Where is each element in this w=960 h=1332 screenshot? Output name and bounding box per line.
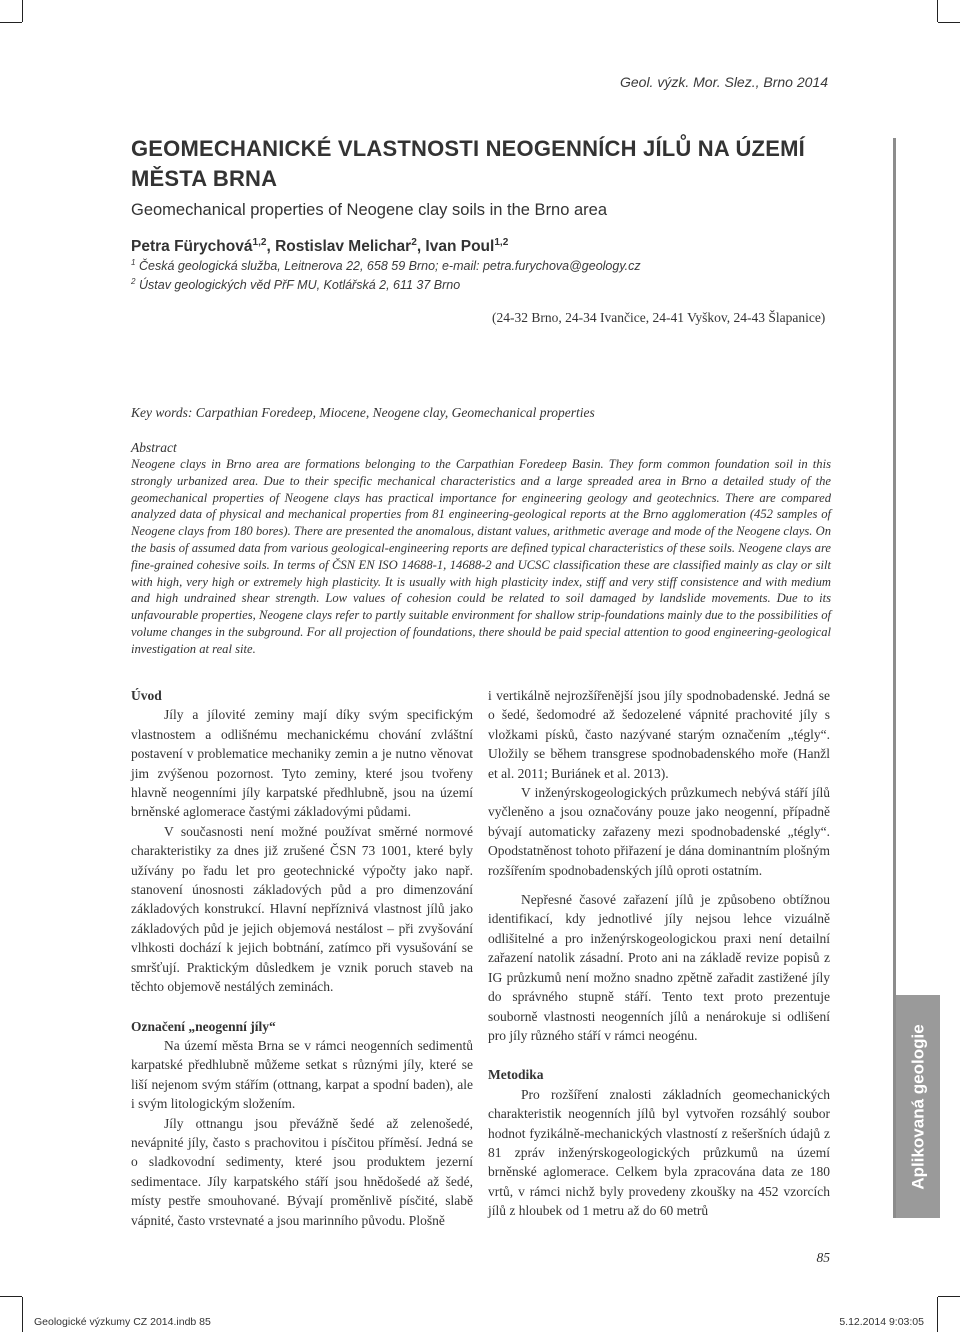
crop-mark [938, 22, 960, 23]
paragraph: i vertikálně nejrozšířenější jsou jíly spodnobadenské. Jedná se o šedé, šedomodré až šedozelené vápnité prachovité jíly s vložkami písků, často nazývané starým označením „tégly“. Uložily se během transgrese spodnobadenského moře (Hanžl et al. 2011; Buriánek et al. 2013). [488, 688, 830, 781]
affiliation-mark: 1 [131, 258, 136, 267]
affiliation-mark: 2 [131, 277, 136, 286]
paragraph: Na území města Brna se v rámci neogenních sedimentů karpatské předhlubně můžeme setkat s různými jíly, které se liší nejenom svým stářím (ottnang, karpat a spodní baden), ale i svým litologickým složením. [131, 1037, 473, 1112]
paper-subtitle: Geomechanical properties of Neogene clay soils in the Brno area [131, 201, 608, 219]
page-number: 85 [816, 1250, 830, 1265]
paragraph: Pro rozšíření znalosti základních geomechanických charakteristik neogenních jílů byl vytvořen rozsáhlý soubor hodnot fyzikálně-mechanických vlastností z rešeršních údajů z 81 zpráv inženýrskogeologických průzkumů na území brněnské aglomerace. Celkem byla zpracována data ze 180 vrtů, v rámci nichž byly provedeny zkoušky na 452 vzorcích jílů z hloubek od 1 metru až do 60 metrů [488, 1086, 830, 1219]
paragraph: V inženýrskogeologických průzkumech nebývá stáří jílů vyčleněno a jsou označovány pouze jako neogenní, případně bývají automaticky zařazeny mezi spodnobadenské „tégly“. Opodstatněnost tohoto přiřazení je dána dominantním plošným rozšířením spodnobadenských jílů oproti ostatním. [488, 785, 830, 878]
crop-mark [0, 1296, 22, 1297]
footer-file: Geologické výzkumy CZ 2014.indb 85 [34, 1316, 211, 1328]
affiliation-text: Ústav geologických věd PřF MU, Kotlářská 2, 611 37 Brno [139, 278, 461, 293]
paper-title: GEOMECHANICKÉ VLASTNOSTI NEOGENNÍCH JÍLŮ NA ÚZEMÍ MĚSTA BRNA [131, 136, 805, 191]
author-name: , Rostislav Melichar [266, 238, 412, 256]
author-affiliation-mark: 2 [411, 237, 417, 248]
body-column-right [488, 686, 830, 1221]
section-tab-label: Aplikovaná geologie [908, 1023, 928, 1190]
author-affiliation-mark: 1,2 [252, 237, 267, 248]
affiliation-2 [131, 277, 460, 292]
authors-line [131, 237, 508, 256]
crop-mark [0, 22, 22, 23]
abstract-heading: Abstract [131, 440, 177, 455]
crop-mark [937, 0, 938, 22]
paragraph: Jíly ottnangu jsou převážně šedé až zelenošedé, nevápnité jíly, často s prachovitou i písčitou příměsí. Jedná se o sladkovodní sedimenty, které jsou produktem jezerní sedimentace. Jíly karpatského stáří jsou hnědošedé až šedé, místy pestře smouhované. Bývají proměnlivě písčité, slabě vápnité, často vrstevnaté a jsou marinního původu. Plošně [131, 1115, 473, 1228]
crop-mark [22, 1297, 23, 1332]
crop-mark [22, 0, 23, 22]
author-affiliation-mark: 1,2 [494, 237, 509, 248]
footer-date: 5.12.2014 9:03:05 [839, 1316, 924, 1328]
crop-mark [937, 1297, 938, 1332]
paragraph: Jíly a jílovité zeminy mají díky svým specifickým vlastnostem a odlišnému mechanickému chování zvláštní postavení v problematice mechaniky zemin a je nutno věnovat jim zvýšenou pozornost. Tyto zeminy, které jsou tvořeny hlavně neogenními jíly karpatské předhlubně, jsou na území brněnské aglomerace častými základovými půdami. [131, 707, 473, 820]
keywords: Key words: Carpathian Foredeep, Miocene, Neogene clay, Geomechanical properties [131, 405, 595, 420]
affiliation-1 [131, 258, 641, 273]
section-heading-oznaceni: Označení „neogenní jíly“ [131, 1018, 276, 1034]
abstract-text: Neogene clays in Brno area are formations belonging to the Carpathian Foredeep Basin. They form common foundation soil in this strongly urbanized area. Due to their specific mechanical characteristics and a large spreaded area in Brno a detailed study of the geomechanical properties of Neogene clays has practical importance for engineering geology and geotechnics. There are compared analyzed data of physical and mechanical properties from 81 engineering-geological reports at the Brno agglomeration (452 samples of Neogene clays from 180 bores). There are presented the anomalous, distant values, arithmetic average and mode of the Neogene clays. On the basis of assumed data from various geological-engineering reports are defined typical characteristics of these soils. Neogene clays are fine-grained cohesive soils. In terms of ČSN EN ISO 14688-1, 14688-2 and UCSC classification these are classified mainly as clay or silt with high, very high or extremely high plasticity. It is usually with high plasticity index, stiff and very stiff consistence and with medium and high undrained shear strength. Low values of cohesion could be related to soil damaged by landslide movements. Due to its unfavourable properties, Neogene clays refer to partly suitable environment for shallow strip-foundations mainly due to the possibilities of volume changes in the subground. For all projection of foundations, there should be paid special attention to good engineering-geological investigation at real site. [131, 457, 831, 656]
paragraph: Nepřesné časové zařazení jílů je způsobeno obtížnou identifikací, kdy jednotlivé jíly nejsou lehce vizuálně odlišitelné a pro inženýrskogeologickou praxi není detailní zařazení natolik zásadní. Proto ani na základě revize popisů z IG průzkumů není možno snadno zpětně zařadit zastižené jíly do správného stupně stáří. Tento text proto prezentuje souborně vlastnosti neogenních jílů a nenárokuje si odlišení pro jíly různého stáří v rámci neogénu. [488, 892, 830, 1043]
author-name: Petra Fürychová [131, 238, 253, 256]
section-heading-uvod: Úvod [131, 688, 162, 703]
author-name: , Ivan Poul [416, 238, 495, 256]
body-column-left [131, 686, 473, 1230]
map-sheets: (24-32 Brno, 24-34 Ivančice, 24-41 Vyškov, 24-43 Šlapanice) [492, 310, 826, 325]
paragraph: V současnosti není možné používat směrné normové charakteristiky za dnes již zrušené ČSN 73 1001, které byly užívány po řadu let pro geotechnické výpočty jako např. stanovení únosnosti základových půd a pro dimenzování základových konstrukcí. Hlavní nepříznivá vlastnost jílů jako základových půd je jejich objemová nestálost – při zvyšování vlhkosti dochází k jejich bobtnání, zatímco při vysušování se smršťují. Praktickým důsledkem je vznik poruch staveb na těchto objemově nestálých zeminách. [131, 823, 473, 995]
affiliation-text: Česká geologická služba, Leitnerova 22, 658 59 Brno; e-mail: petra.furychova@geology.cz [139, 259, 641, 274]
section-heading-metodika: Metodika [488, 1067, 544, 1083]
running-head: Geol. výzk. Mor. Slez., Brno 2014 [619, 74, 828, 90]
crop-mark [938, 1296, 960, 1297]
